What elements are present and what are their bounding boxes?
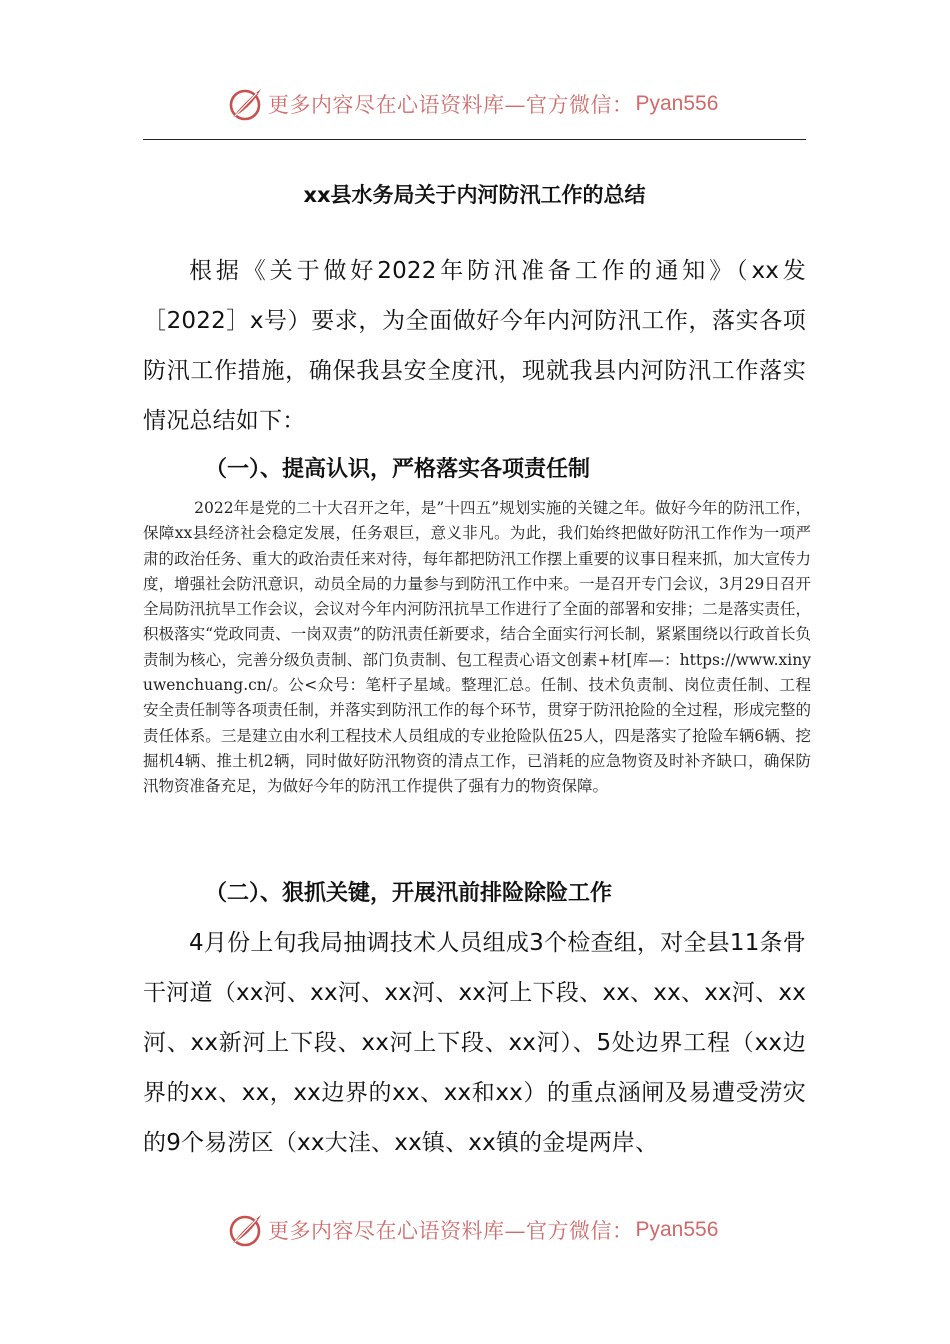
header-divider: [143, 139, 806, 140]
intro-paragraph: 根据《关于做好2022年防汛准备工作的通知》（xx发［2022］x号）要求，为全面做好今年内河防汛工作，落实各项防汛工作措施，确保我县安全度汛，现就我县内河防汛工作落实情况总结如下：: [143, 258, 806, 434]
section-2-heading: （二）、狠抓关键，开展汛前排险除险工作: [205, 881, 613, 906]
footer-watermark-banner: [228, 1210, 718, 1250]
section-1-heading: （一）、提高认识，严格落实各项责任制: [205, 457, 591, 482]
banner-wechat-id: Pyan556: [635, 1218, 719, 1241]
banner-text: 更多内容尽在心语资料库—官方微信：: [268, 93, 634, 117]
quill-logo-icon: [228, 86, 264, 122]
banner-wechat-id: Pyan556: [635, 92, 719, 115]
header-watermark-banner: [228, 84, 718, 124]
banner-text: 更多内容尽在心语资料库—官方微信：: [268, 1219, 634, 1243]
section-2-body: 4月份上旬我局抽调技术人员组成3个检查组，对全县11条骨干河道（xx河、xx河、xx河、xx河上下段、xx、xx、xx河、xx河、xx新河上下段、xx河上下段、xx河）、5处边界工程（xx边界的xx、xx，xx边界的xx、xx和xx）的重点涵闸及易遭受涝灾的9个易涝区（xx大洼、xx镇、xx镇的金堤两岸、: [143, 930, 806, 1156]
document-title: xx县水务局关于内河防汛工作的总结: [303, 183, 646, 207]
section-1-body: 2022年是党的二十大召开之年，是”十四五”规划实施的关键之年。做好今年的防汛工作，保障xx县经济社会稳定发展，任务艰巨，意义非凡。为此，我们始终把做好防汛工作作为一项严肃的政治任务、重大的政治责任来对待，每年都把防汛工作摆上重要的议事日程来抓，加大宣传力度，增强社会防汛意识，动员全局的力量参与到防汛工作中来。一是召开专门会议，3月29日召开全局防汛抗旱工作会议，会议对今年内河防汛抗旱工作进行了全面的部署和安排；二是落实责任，积极落实“党政同责、一岗双责”的防汛责任新要求，结合全面实行河长制，紧紧围绕以行政首长负责制为核心，完善分级负责制、部门负责制、包工程责心语文创素+材[库—：https://www.xinyuwenchuang.cn/。公<众号：笔杆子星域。整理汇总。任制、技术负责制、岗位责任制、工程安全责任制等各项责任制，并落实到防汛工作的每个环节，贯穿于防汛抢险的全过程，形成完整的责任体系。三是建立由水利工程技术人员组成的专业抢险队伍25人，四是落实了抢险车辆6辆、挖掘机4辆、推土机2辆，同时做好防汛物资的清点工作，已消耗的应急物资及时补齐缺口，确保防汛物资准备充足，为做好今年的防汛工作提供了强有力的物资保障。: [143, 499, 811, 796]
quill-logo-icon: [228, 1212, 264, 1248]
